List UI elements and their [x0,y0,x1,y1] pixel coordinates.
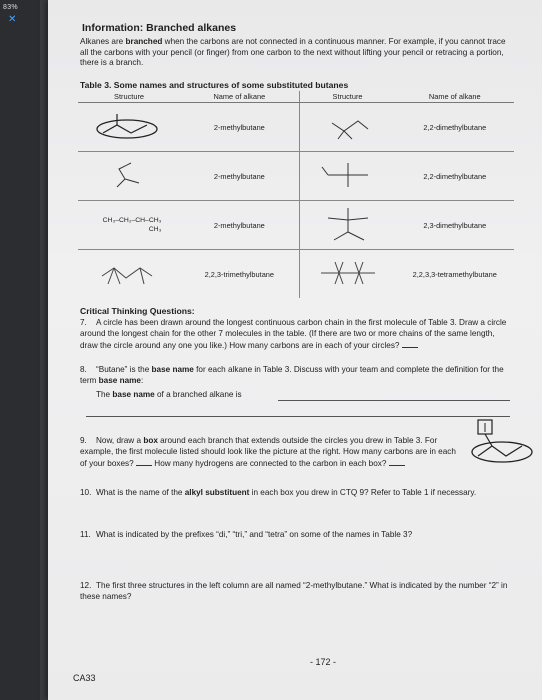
ctq-heading: Critical Thinking Questions: [80,306,195,316]
battery-indicator: 83% [3,4,18,11]
structure-skeletal [299,103,395,152]
structure-skeletal [78,250,180,299]
question-10: 10. What is the name of the alkyl substituent in each box you drew in CTQ 9? Refer to Table 1 if necessary. [80,488,477,497]
alkane-name: 2,2,3-trimethylbutane [180,250,299,299]
structure-skeletal [299,152,395,201]
answer-blank[interactable] [389,457,405,466]
footer-code: CA33 [73,673,96,683]
structure-skeletal-circled [78,103,180,152]
structure-skeletal [78,152,180,201]
page-number: - 172 - [310,657,337,667]
skeletal-structure-icon [313,256,383,290]
alkane-name: 2,3-dimethylbutane [396,201,514,250]
table-row [78,152,514,201]
skeletal-structure-icon [99,157,159,193]
condensed-formula-branch: CH₃ [148,226,162,233]
answer-blank[interactable] [402,339,418,348]
structure-skeletal [299,201,395,250]
table-row [78,201,514,250]
skeletal-structure-icon [89,109,169,143]
boxed-branch-figure-icon [468,418,536,472]
answer-line[interactable] [278,400,510,401]
table-caption: Table 3. Some names and structures of some substituted butanes [80,80,349,90]
condensed-formula-main: CH₃–CH₂–CH–CH₃ [102,217,162,224]
alkane-name: 2-methylbutane [180,152,299,201]
alkane-name: 2-methylbutane [180,103,299,152]
alkane-name: 2,2,3,3-tetramethylbutane [412,269,497,279]
close-icon[interactable]: ✕ [8,14,17,25]
skeletal-structure-icon [318,204,378,244]
skeletal-structure-icon [318,109,378,143]
skeletal-structure-icon [94,258,164,288]
alkane-name: 2-methylbutane [180,201,299,250]
question-9: 9. Now, draw a box around each branch that extends outside the circles you drew in Table 3. For example, the first molecule listed should look like the picture at the right. How many carbons are in each of your boxes? How many hydrogens are connected to the carbon in each box? [80,436,456,468]
status-bar [0,0,40,700]
skeletal-structure-icon [318,157,378,193]
table-3 [78,91,514,298]
answer-line[interactable] [86,416,510,417]
alkane-name: 2,2-dimethylbutane [396,152,514,201]
question-11: 11. What is indicated by the prefixes “di,” “tri,” and “tetra” on some of the names in Table 3? [80,530,413,539]
table-row [78,103,514,152]
col-header-name-left: Name of alkane [180,91,299,103]
worksheet-page [48,0,542,700]
answer-blank[interactable] [136,457,152,466]
alkane-name: 2,2-dimethylbutane [396,103,514,152]
intro-paragraph: Alkanes are branched when the carbons are not connected in a continuous manner. For example, if you cannot trace all the carbons with your pencil (or finger) from one carbon to the next without lifting your pencil or retracing a portion, there is a branch. [80,37,506,67]
question-12: 12. The first three structures in the left column are all named “2-methylbutane.” What is indicated by the number “2” in these names? [80,581,508,601]
table-row [78,250,514,299]
col-header-structure-right: Structure [299,91,395,103]
boxed-branch-example [468,418,536,472]
structure-condensed [78,201,180,250]
col-header-structure-left: Structure [78,91,180,103]
structure-skeletal [299,250,395,299]
col-header-name-right: Name of alkane [396,91,514,103]
question-7: 7. A circle has been drawn around the longest continuous carbon chain in the first molecule of Table 3. Draw a circle around the longest chain for the other 7 molecules in the table. (If there are two or more chains of the same length, draw the circle around any one you like.) How many carbons are in each of your circles? [80,318,507,350]
base-name-definition-line: The base name of a branched alkane is [96,390,242,399]
section-title: Information: Branched alkanes [82,22,237,34]
question-8: 8. “Butane” is the base name for each alkane in Table 3. Discuss with your team and complete the definition for the term base name: [80,365,504,385]
